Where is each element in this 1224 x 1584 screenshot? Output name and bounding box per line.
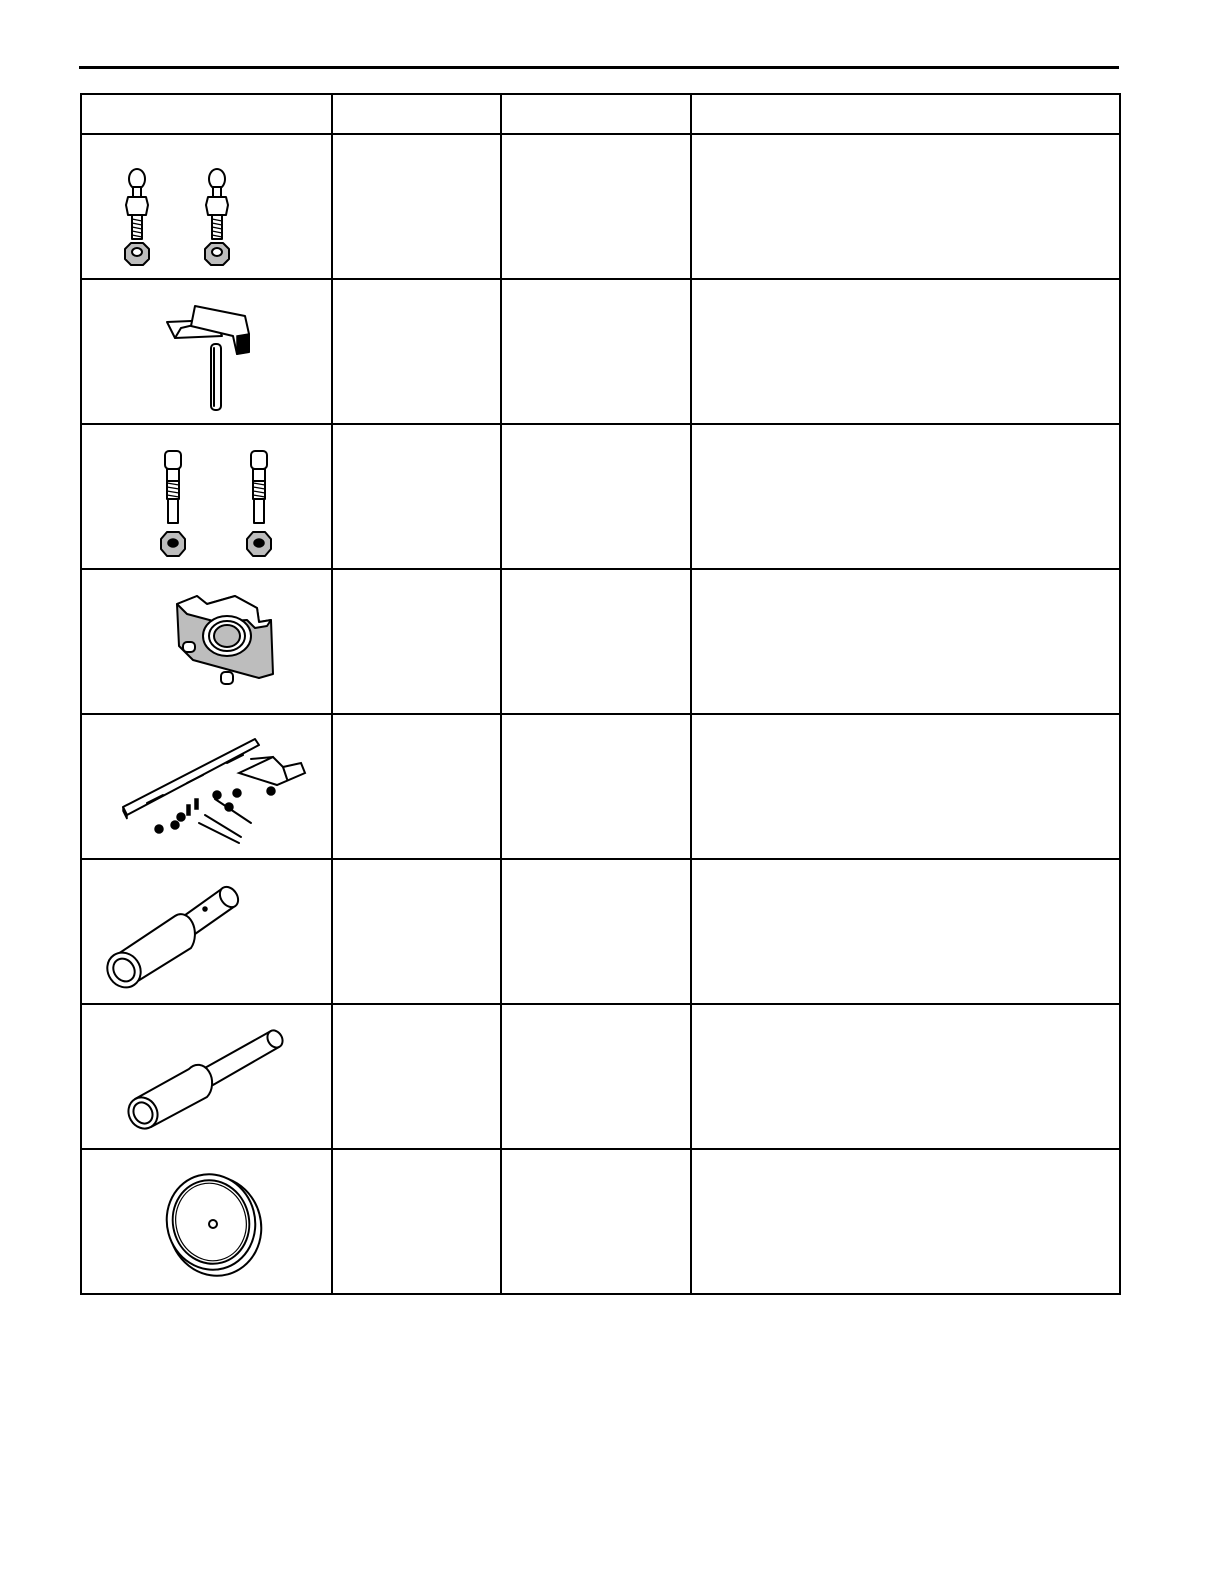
table-cell (332, 279, 501, 424)
table-cell (691, 279, 1120, 424)
round-installer-plate-icon (87, 1154, 327, 1289)
header-cell (691, 94, 1120, 134)
table-cell (501, 279, 691, 424)
illustration-cell (81, 424, 332, 569)
stepped-drift-icon (87, 864, 327, 999)
long-bolts-with-nuts-icon (87, 429, 327, 564)
table-cell (501, 859, 691, 1004)
table-row (81, 424, 1120, 569)
table-cell (691, 714, 1120, 859)
bar-puller-kit-icon (87, 719, 327, 854)
table-row (81, 714, 1120, 859)
t-handle-tool-icon (87, 284, 327, 419)
header-cell (501, 94, 691, 134)
table-row (81, 1149, 1120, 1294)
table-cell (332, 859, 501, 1004)
table-cell (501, 569, 691, 714)
illustration-cell (81, 279, 332, 424)
table-row (81, 134, 1120, 279)
table-cell (691, 569, 1120, 714)
table-cell (332, 714, 501, 859)
table-row (81, 859, 1120, 1004)
table-cell (501, 134, 691, 279)
special-tools-table (80, 93, 1121, 1295)
table-cell (691, 424, 1120, 569)
illustration-cell (81, 569, 332, 714)
top-rule (79, 66, 1119, 69)
table-row (81, 279, 1120, 424)
table-cell (501, 1149, 691, 1294)
illustration-cell (81, 714, 332, 859)
illustration-cell (81, 1149, 332, 1294)
long-drift-icon (87, 1009, 327, 1144)
table-cell (332, 134, 501, 279)
table-cell (691, 1004, 1120, 1149)
illustration-cell (81, 1004, 332, 1149)
table-cell (691, 859, 1120, 1004)
table-row (81, 1004, 1120, 1149)
table-cell (332, 1004, 501, 1149)
bolts-with-nuts-icon (87, 139, 327, 274)
header-row (81, 94, 1120, 134)
table-cell (332, 424, 501, 569)
table-cell (501, 714, 691, 859)
table-cell (501, 1004, 691, 1149)
illustration-cell (81, 134, 332, 279)
illustration-cell (81, 859, 332, 1004)
table-cell (332, 1149, 501, 1294)
bearing-holder-block-icon (87, 574, 327, 709)
table-cell (691, 134, 1120, 279)
header-cell (332, 94, 501, 134)
table-row (81, 569, 1120, 714)
table-cell (691, 1149, 1120, 1294)
table-cell (501, 424, 691, 569)
header-cell (81, 94, 332, 134)
table-cell (332, 569, 501, 714)
